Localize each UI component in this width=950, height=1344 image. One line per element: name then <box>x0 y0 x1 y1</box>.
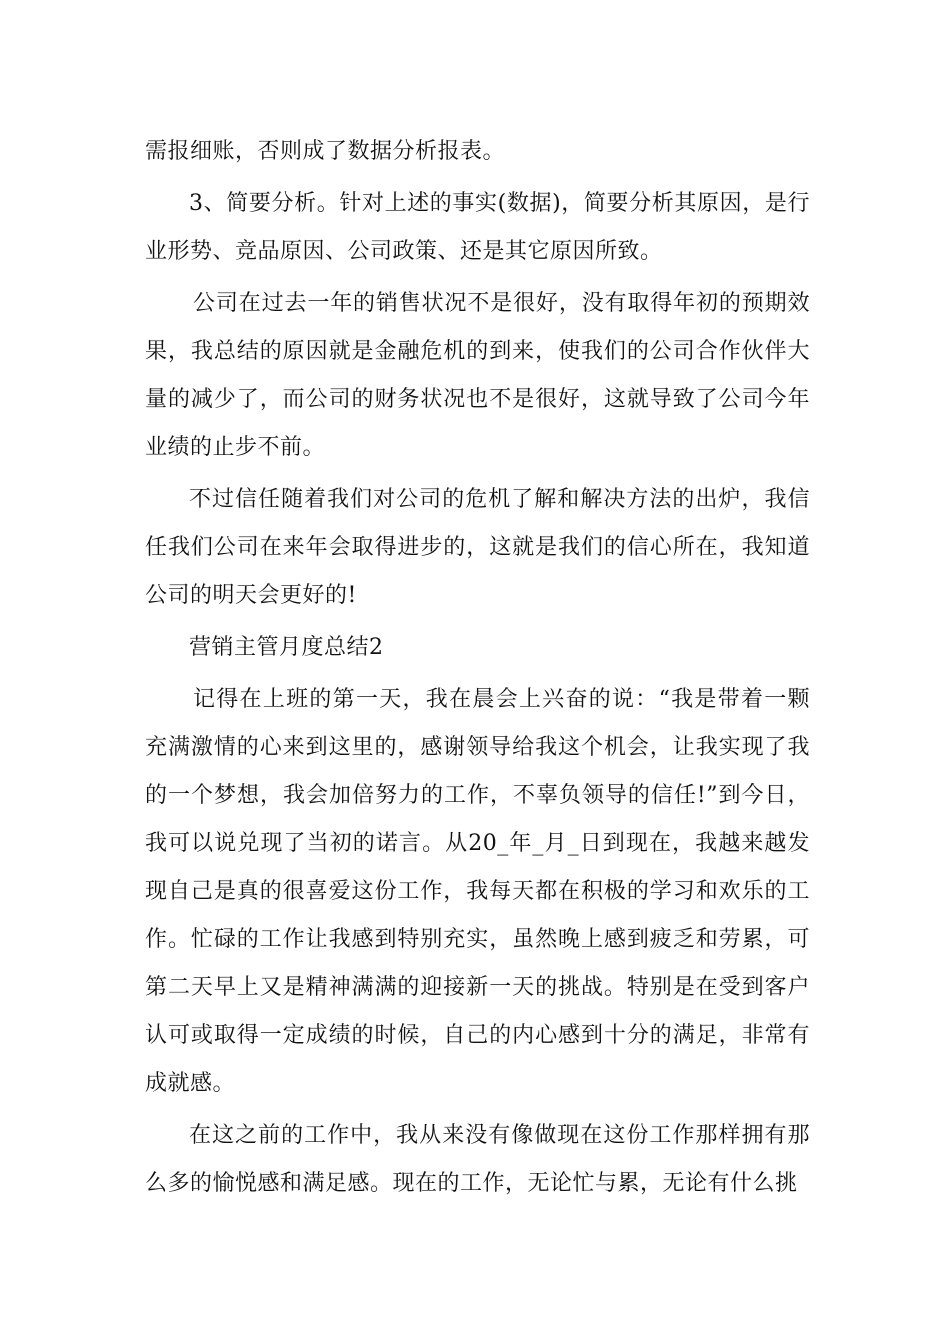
paragraph-analysis-point: 3、简要分析。针对上述的事实(数据)，简要分析其原因，是行业形势、竞品原因、公司政策、还是其它原因所致。 <box>145 191 810 264</box>
paragraph-sales-status: 公司在过去一年的销售状况不是很好，没有取得年初的预期效果，我总结的原因就是金融危机的到来，使我们的公司合作伙伴大量的减少了，而公司的财务状况也不是很好，这就导致了公司今年业绩的止步不前。 <box>145 291 810 460</box>
paragraph-confidence: 不过信任随着我们对公司的危机了解和解决方法的出炉，我信任我们公司在来年会取得进步的，这就是我们的信心所在，我知道公司的明天会更好的! <box>145 487 810 608</box>
paragraph-first-day: 记得在上班的第一天，我在晨会上兴奋的说：“我是带着一颗充满激情的心来到这里的，感谢领导给我这个机会，让我实现了我的一个梦想，我会加倍努力的工作，不辜负领导的信任!”到今日，我可以说兑现了当初的诺言。从20_年_月_日到现在，我越来越发现自己是真的很喜爱这份工作，我每天都在积极的学习和欢乐的工作。忙碌的工作让我感到特别充实，虽然晚上感到疲乏和劳累，可第二天早上又是精神满满的迎接新一天的挑战。特别是在受到客户认可或取得一定成绩的时候，自己的内心感到十分的满足，非常有成就感。 <box>145 687 810 1096</box>
paragraph-satisfaction: 在这之前的工作中，我从来没有像做现在这份工作那样拥有那么多的愉悦感和满足感。现在的工作，无论忙与累，无论有什么挑 <box>145 1123 810 1196</box>
paragraph-continuation: 需报细账，否则成了数据分析报表。 <box>145 139 506 164</box>
document-body <box>145 128 810 1208</box>
section-heading: 营销主管月度总结2 <box>189 635 384 660</box>
